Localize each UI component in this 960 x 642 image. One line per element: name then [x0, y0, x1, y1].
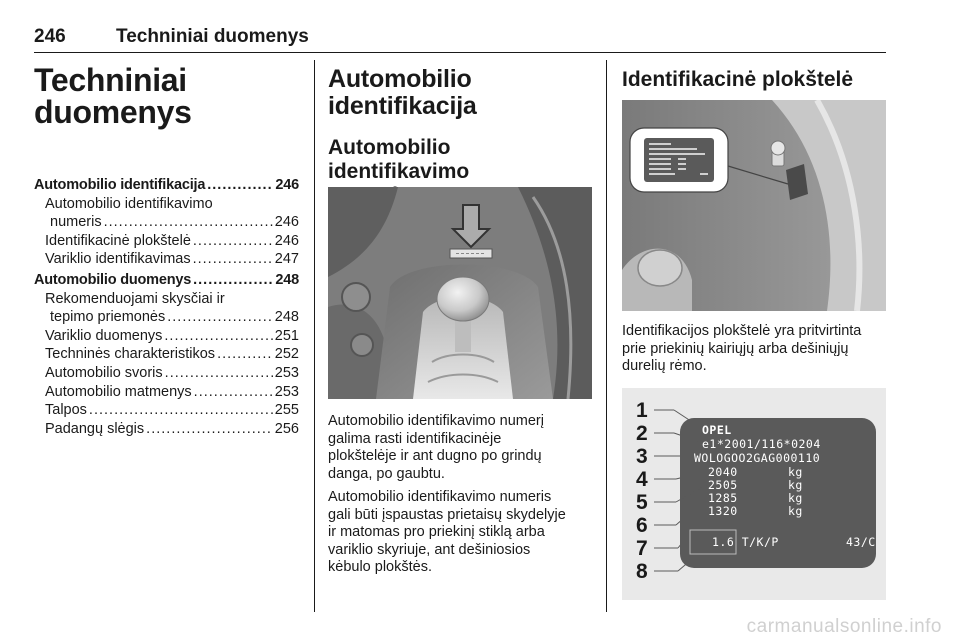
toc-entry-continued[interactable]: tepimo priemonės ..... 248: [34, 308, 299, 327]
vin-description: [328, 413, 598, 577]
callout-8: 8: [636, 560, 648, 583]
toc-entry[interactable]: Automobilio svoris ..... 253: [34, 364, 299, 383]
toc-entry[interactable]: Automobilio identifikavimo: [45, 195, 213, 212]
plate-line-code: 1.6 T/K/P: [712, 535, 779, 549]
section-title: Automobilio identifikacija: [328, 65, 477, 120]
plate-location-illustration: [622, 100, 886, 311]
plate-unit: kg: [788, 465, 803, 479]
toc-column: [34, 60, 299, 438]
toc-entry[interactable]: Automobilio duomenys ..... 248: [34, 271, 299, 290]
column-divider: [606, 60, 607, 612]
vin-location-illustration: [328, 187, 592, 399]
plate-line-weight-1: 2040: [708, 465, 738, 479]
toc-entry[interactable]: Variklio identifikavimas ..... 247: [34, 250, 299, 269]
plate-line-weight-4: 1320: [708, 504, 738, 518]
toc-entry[interactable]: Talpos ..... 255: [34, 401, 299, 420]
toc-entry[interactable]: Techninės charakteristikos ..... 252: [34, 345, 299, 364]
toc-entry[interactable]: Rekomenduojami skysčiai ir: [45, 290, 225, 307]
header-title: Techniniai duomenys: [116, 26, 309, 47]
toc-entry[interactable]: Automobilio matmenys ..... 253: [34, 383, 299, 402]
toc-entry-continued[interactable]: numeris ..... 246: [34, 213, 299, 232]
plate-line-weight-2: 2505: [708, 478, 738, 492]
paragraph: Automobilio identifikavimo numeris gali būti įspaustas prietaisų skydelyje ir matomas pro priekinį stiklą arba variklio skyriuje, ant dešiniosios kėbulo plokštės.: [328, 489, 566, 575]
vehicle-identification-column: [328, 60, 592, 575]
subsection-title: Automobilio identifikavimo: [328, 136, 470, 183]
plate-unit: kg: [788, 504, 803, 518]
table-of-contents: [34, 176, 299, 438]
callout-7: 7: [636, 537, 648, 560]
plate-line-approval: e1*2001/116*0204: [702, 437, 821, 451]
toc-entry[interactable]: Variklio duomenys ..... 251: [34, 327, 299, 346]
paragraph: Identifikacijos plokštelė yra pritvirtinta prie priekinių kairiųjų arba dešiniųjų durelių rėmo.: [622, 323, 862, 374]
callout-1: 1: [636, 399, 648, 422]
plate-description: [622, 323, 892, 376]
page-header: [34, 24, 886, 53]
toc-entry[interactable]: Padangų slėgis ..... 256: [34, 420, 299, 439]
plate-line-weight-3: 1285: [708, 491, 738, 505]
column-divider: [314, 60, 315, 612]
chapter-title: Techniniai duomenys: [34, 62, 192, 130]
plate-line-vin: WOLOGOO2GAG000110: [694, 451, 821, 465]
callout-5: 5: [636, 491, 648, 514]
toc-entry[interactable]: Automobilio identifikacija ..... 246: [34, 176, 299, 195]
plate-section-title: Identifikacinė plokštelė: [622, 68, 854, 91]
plate-unit: kg: [788, 491, 803, 505]
page-number: 246: [34, 26, 66, 47]
callout-3: 3: [636, 445, 648, 468]
id-plate-diagram: [622, 388, 886, 600]
plate-line-make: OPEL: [702, 423, 732, 437]
watermark: carmanualsonline.info: [746, 616, 942, 637]
toc-entry[interactable]: Identifikacinė plokštelė ..... 246: [34, 232, 299, 251]
callout-2: 2: [636, 422, 648, 445]
callout-6: 6: [636, 514, 648, 537]
callout-4: 4: [636, 468, 648, 491]
paragraph: Automobilio identifikavimo numerį galima rasti identifikacinėje plokštelėje ir ant dugno po grindų danga, po gaubtu.: [328, 413, 544, 482]
id-plate-column: [622, 60, 886, 583]
plate-line-paint: 43/C: [846, 535, 876, 549]
plate-unit: kg: [788, 478, 803, 492]
